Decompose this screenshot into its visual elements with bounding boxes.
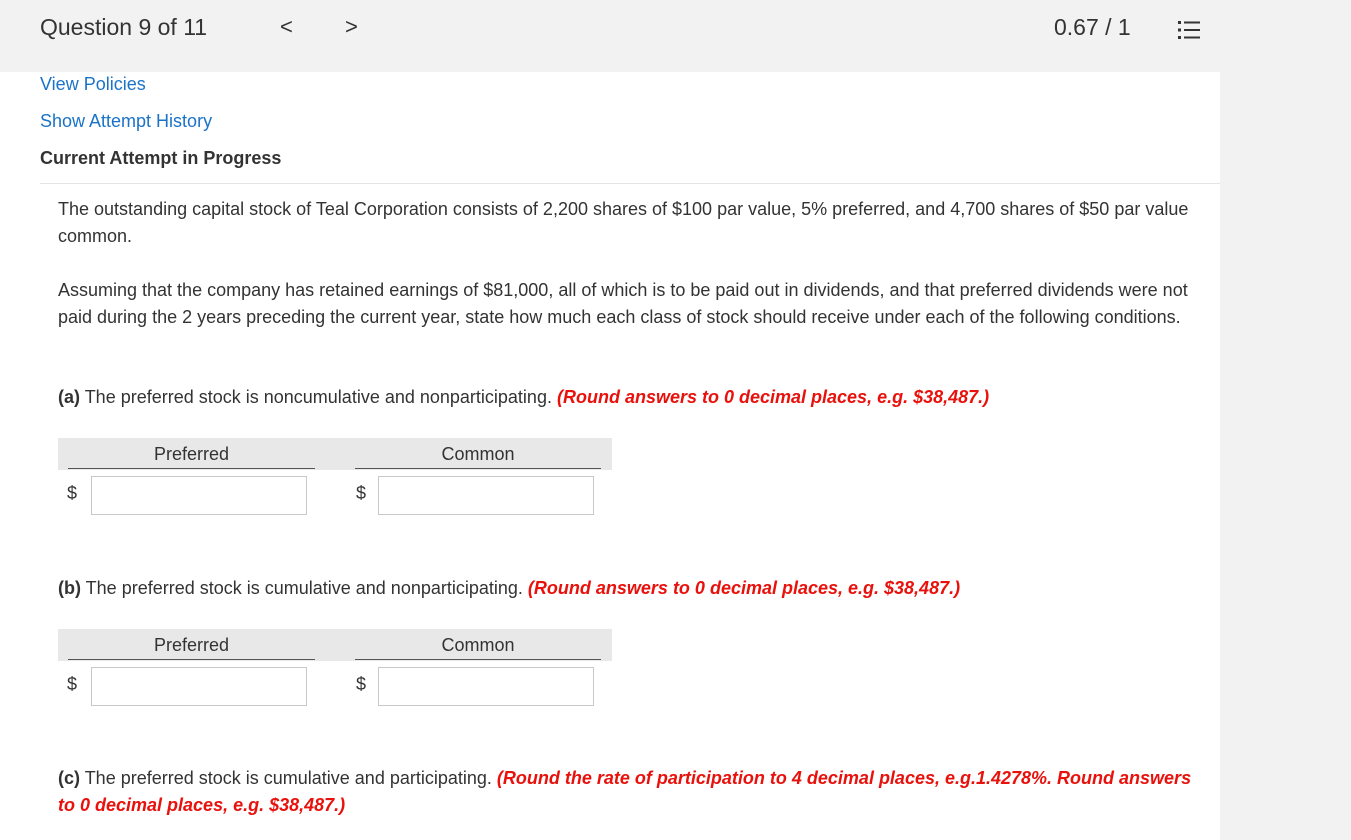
problem-assumption: Assuming that the company has retained earnings of $81,000, all of which is to be paid out in dividends, and that preferred dividends were not paid during the 2 years preceding the current year, state how much each class of stock should receive under each of the following conditions. [58,280,1188,327]
part-c-label: (c) [58,768,80,788]
part-b-preferred-currency: $ [67,674,78,694]
show-attempt-history-link[interactable]: Show Attempt History [40,111,213,131]
divider [40,183,1220,184]
view-policies-link[interactable]: View Policies [40,74,146,94]
part-a-preferred-header: Preferred [68,438,315,469]
part-b-common-currency: $ [356,674,367,694]
part-b-preferred-input[interactable] [91,667,307,706]
part-b-common-input[interactable] [378,667,594,706]
score-display: 0.67 / 1 [1054,14,1131,40]
part-a-label: (a) [58,387,80,407]
part-c-rounding-note: (Round the rate of participation to 4 decimal places, e.g.1.4278%. Round answers to 0 decimal places, e.g. $38,487.) [58,768,1192,815]
part-b-text: The preferred stock is cumulative and nonparticipating. [85,578,523,598]
part-b-preferred-header: Preferred [68,629,315,660]
attempt-status: Current Attempt in Progress [40,148,282,168]
previous-question-button[interactable]: < [280,14,293,39]
part-c-prompt [58,765,1208,819]
part-b-label: (b) [58,578,81,598]
part-a-common-input[interactable] [378,476,594,515]
question-list-icon[interactable] [1178,20,1200,40]
part-a-preferred-input[interactable] [91,476,307,515]
part-b-common-header: Common [355,629,601,660]
next-question-button[interactable]: > [345,14,358,39]
problem-intro: The outstanding capital stock of Teal Corporation consists of 2,200 shares of $100 par value, 5% preferred, and 4,700 shares of $50 par value common. [58,199,1189,246]
part-a-table-header [58,438,612,470]
part-a-rounding-note: (Round answers to 0 decimal places, e.g. $38,487.) [556,387,990,407]
part-b-table-header [58,629,612,661]
part-b-prompt [58,575,1208,602]
part-c-text: The preferred stock is cumulative and participating. [84,768,492,788]
part-a-prompt [58,384,1208,411]
question-header [0,0,1220,72]
part-a-preferred-currency: $ [67,483,78,503]
part-a-text: The preferred stock is noncumulative and nonparticipating. [84,387,552,407]
part-a-common-header: Common [355,438,601,469]
part-b-rounding-note: (Round answers to 0 decimal places, e.g. $38,487.) [527,578,961,598]
part-a-common-currency: $ [356,483,367,503]
question-counter: Question 9 of 11 [40,14,208,40]
